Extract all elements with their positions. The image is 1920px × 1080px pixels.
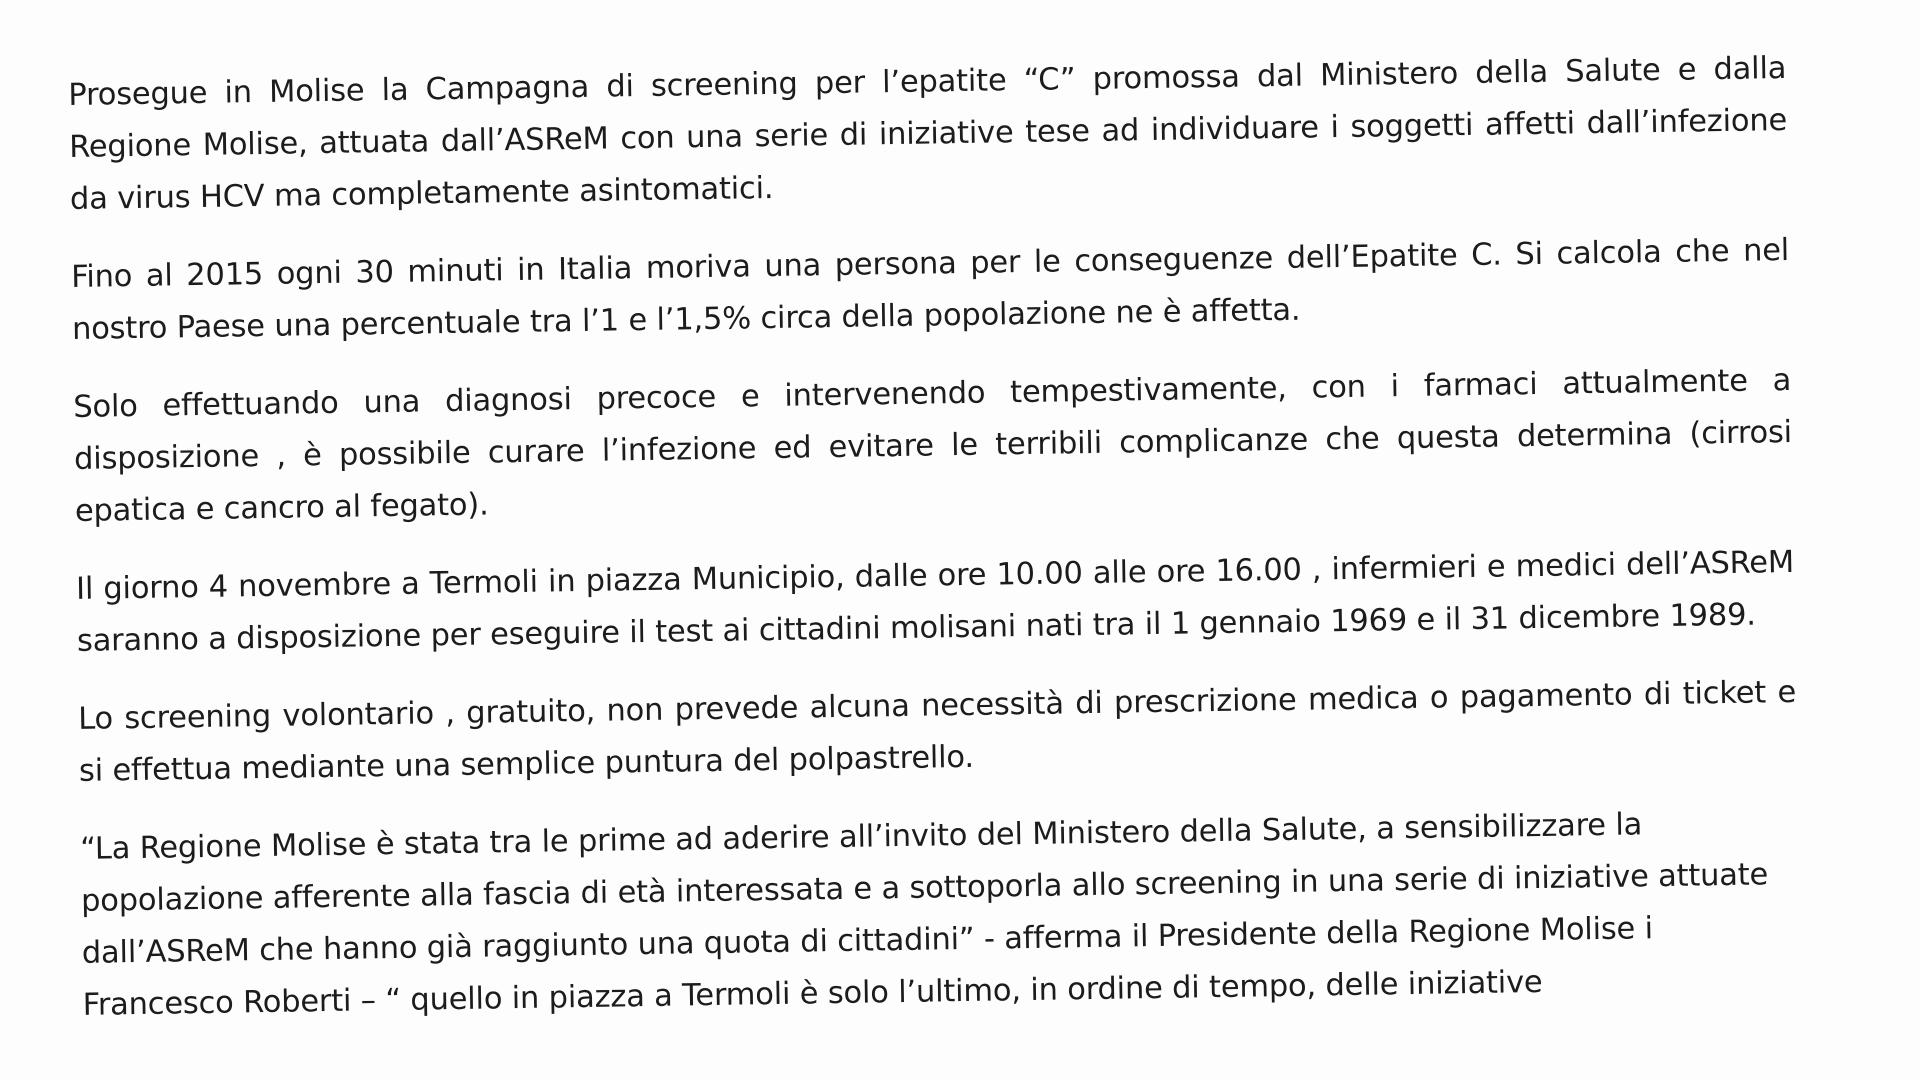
paragraph-statistics: Fino al 2015 ogni 30 minuti in Italia moriva una persona per le conseguenze dell’Epatite C. Si calcola che nel nostro Paese una percentuale tra l’1 e l’1,5% circa della popolazione ne è affetta.: [70, 232, 1790, 347]
document-body: [68, 43, 1801, 1058]
paragraph-campaign: Prosegue in Molise la Campagna di screening per l’epatite “C” promossa dal Ministero della Salute e dalla Regione Molise, attuata dall’ASReM con una serie di iniziative tese ad individuare i soggetti affetti dall’infezione da virus HCV ma completamente asintomatici.: [68, 51, 1788, 217]
paragraph-screening-info: Lo screening volontario , gratuito, non prevede alcuna necessità di prescrizione medica o pagamento di ticket e si effettua mediante una semplice puntura del polpastrello.: [77, 674, 1797, 789]
paragraph-president-quote: “La Regione Molise è stata tra le prime ad aderire all’invito del Ministero della Salute, a sensibilizzare la popolazione afferente alla fascia di età interessata e a sottoporla allo screening in una serie di iniziative attuate dall’ASReM che hanno già raggiunto una quota di cittadini” - afferma il Presidente della Regione Molise i Francesco Roberti – “ quello in piazza a Termoli è solo l’ultimo, in ordine di tempo, delle iniziative: [79, 807, 1769, 1023]
paragraph-diagnosis: Solo effettuando una diagnosi precoce e intervenendo tempestivamente, con i farmaci attualmente a disposizione , è possibile curare l’infezione ed evitare le terribili complicanze che questa determina (cirrosi epatica e cancro al fegato).: [73, 362, 1793, 529]
paragraph-event-details: Il giorno 4 novembre a Termoli in piazza Municipio, dalle ore 10.00 alle ore 16.00 , infermieri e medici dell’ASReM saranno a disposizione per eseguire il test ai cittadini molisani nati tra il 1 gennaio 1969 e il 31 dicembre 1989.: [75, 544, 1795, 659]
